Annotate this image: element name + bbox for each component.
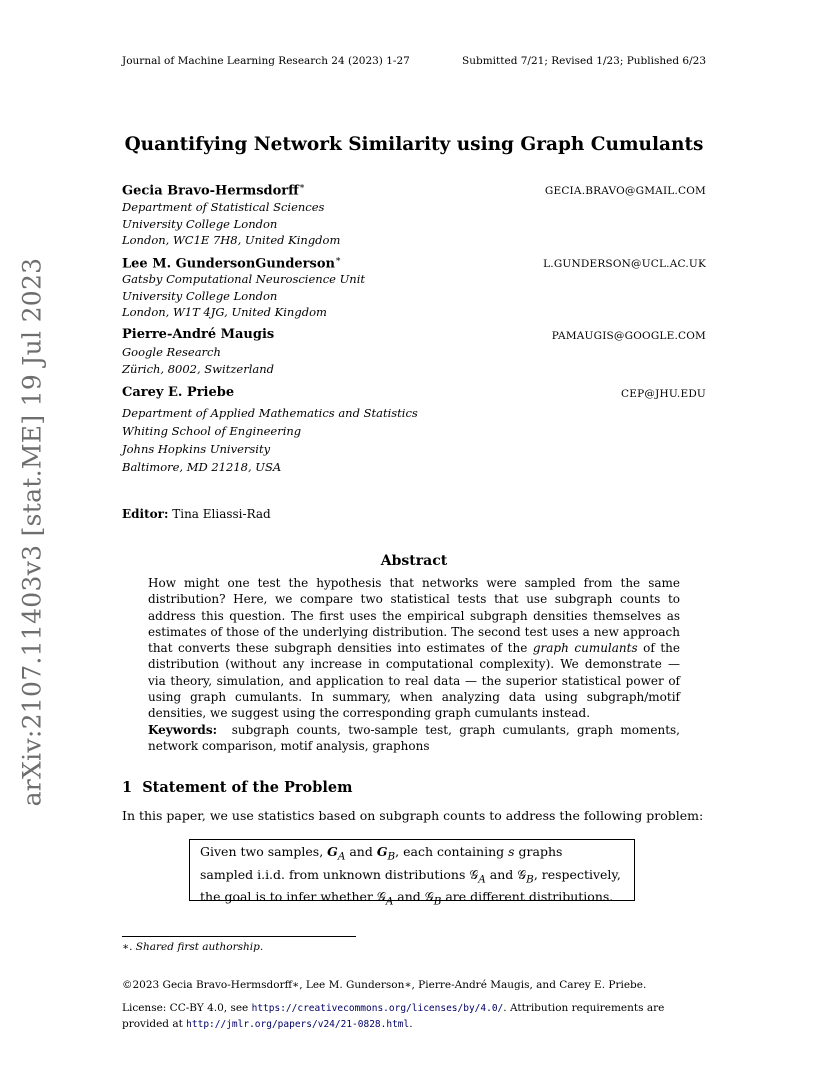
author-affiliation: Google Research Zürich, 8002, Switzerland [122, 345, 274, 376]
author-name: Gecia Bravo-Hermsdorff∗ [122, 182, 305, 199]
copyright-line: ©2023 Gecia Bravo-Hermsdorff∗, Lee M. Gunderson∗, Pierre-André Maugis, and Carey E. Priebe. [122, 979, 647, 991]
author-email[interactable]: GECIA.BRAVO@GMAIL.COM [544, 185, 706, 197]
author-name: Lee M. GundersonGunderson∗ [122, 255, 342, 272]
author-affiliation: Department of Applied Mathematics and Statistics Whiting School of Engineering Johns Hopkins University Baltimore, MD 21218, USA [122, 406, 418, 474]
license-link[interactable]: https://creativecommons.org/licenses/by/4.0/ [251, 1003, 504, 1014]
footnote: ∗. Shared first authorship. [122, 941, 264, 953]
abstract-heading: Abstract [380, 553, 448, 569]
arxiv-stamp: arXiv:2107.11403v3 [stat.ME] 19 Jul 2023 [17, 257, 47, 807]
abstract-text: How might one test the hypothesis that networks were sampled from the same distribution? Here, we compare two statistical tests that use subgraph counts to address this question. The first uses the empirical subgraph densities themselves as estimates of those of the underlying distribution. The second test uses a new approach that converts these subgraph densities into estimates of the graph cumulants of the distribution (without any increase in computational complexity). We demonstrate — via theory, simulation, and application to real data — the superior statistical power of using graph cumulants. In summary, when analyzing data using subgraph/motif densities, we suggest using the corresponding graph cumulants instead. [148, 576, 680, 721]
paper-link[interactable]: http://jmlr.org/papers/v24/21-0828.html [186, 1018, 410, 1030]
license-text: License: CC-BY 4.0, see https://creativecommons.org/licenses/by/4.0/. Attribution requirements are provided at http://jmlr.org/papers/v24/21-0828.html. [122, 1002, 665, 1030]
submission-dates: Submitted 7/21; Revised 1/23; Published 6/23 [462, 55, 706, 67]
footnote-rule [122, 936, 356, 937]
editor-line: Editor: Tina Eliassi-Rad [122, 507, 271, 521]
keywords: Keywords: subgraph counts, two-sample test, graph cumulants, graph moments, network comparison, motif analysis, graphons [148, 723, 680, 754]
author-affiliation: Department of Statistical Sciences University College London London, WC1E 7H8, United Kingdom [122, 200, 341, 247]
author-email[interactable]: L.GUNDERSON@UCL.AC.UK [543, 258, 706, 270]
author-name: Carey E. Priebe [122, 385, 235, 400]
author-email[interactable]: CEP@JHU.EDU [621, 388, 706, 400]
author-name: Pierre-André Maugis [122, 327, 275, 342]
problem-statement-box: Given two samples, $G_A$ and $G_B$, each containing s graphs sampled i.i.d. from unknown distributions 𝒢$_A$ and 𝒢$_B$, respectively, the goal is to infer whether 𝒢$_A$ and 𝒢$_B$ are different distributions. [189, 839, 635, 901]
section-heading: 1 Statement of the Problem [122, 779, 353, 796]
author-email[interactable]: PAMAUGIS@GOOGLE.COM [551, 330, 706, 342]
journal-header: Journal of Machine Learning Research 24 (2023) 1-27 [122, 55, 410, 67]
author-affiliation: Gatsby Computational Neuroscience Unit University College London London, W1T 4JG, United Kingdom [122, 272, 365, 319]
intro-paragraph: In this paper, we use statistics based on subgraph counts to address the following problem: [122, 808, 704, 823]
paper-title: Quantifying Network Similarity using Graph Cumulants [124, 134, 704, 155]
